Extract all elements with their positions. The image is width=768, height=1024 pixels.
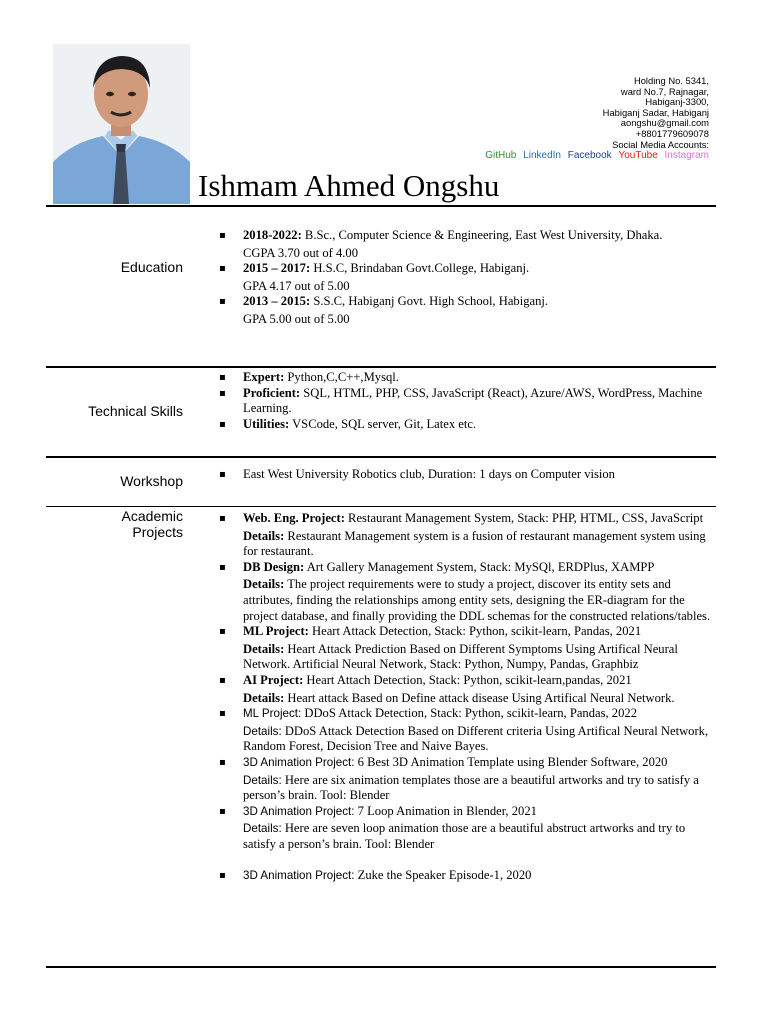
score: GPA 4.17 out of 5.00 — [243, 278, 350, 293]
list-item — [243, 560, 713, 624]
project-details — [243, 691, 713, 707]
instagram-link[interactable]: Instagram — [664, 150, 709, 162]
item-text: Restaurant Management System, Stack: PHP, HTML, CSS, JavaScript — [344, 511, 704, 525]
item-text: B.Sc., Computer Science & Engineering, East West University, Dhaka. — [301, 228, 663, 242]
education-list — [243, 228, 713, 328]
project-key: DB Design: — [243, 559, 305, 574]
email-text[interactable]: aongshu@gmail.com — [620, 117, 709, 129]
item-text: 6 Best 3D Animation Template using Blender Software, 2020 — [354, 754, 668, 769]
period: 2015 – 2017: — [243, 261, 311, 276]
facebook-link[interactable]: Facebook — [567, 150, 612, 162]
project-key: Web. Eng. Project: — [243, 511, 345, 525]
details-text: DDoS Attack Detection Based on Different criteria Using Artifical Neural Network, Random Forest, Decision Tree and Naive Bayes. — [243, 723, 709, 754]
item-text: DDoS Attack Detection, Stack: Python, scikit-learn, Pandas, 2022 — [301, 706, 637, 721]
item-text: S.S.C, Habiganj Govt. High School, Habiganj. — [310, 294, 549, 309]
score: CGPA 3.70 out of 4.00 — [243, 245, 358, 260]
details-text: Restaurant Management system is a fusion of restaurant management system using for restaurant. — [243, 528, 706, 559]
section-divider — [46, 966, 716, 968]
details-text: Heart attack Based on Define attack disease Using Artifical Neural Network. — [284, 690, 675, 705]
social-links — [481, 150, 709, 162]
project-key: ML Project: — [243, 707, 302, 721]
phone-text: +8801779609078 — [635, 127, 709, 139]
project-details — [243, 529, 713, 560]
list-item — [243, 804, 713, 853]
project-key: ML Project: — [243, 624, 309, 639]
list-item — [243, 673, 713, 706]
list-item — [243, 417, 713, 433]
item-text: East West University Robotics club, Duration: 1 days on Computer vision — [243, 467, 615, 481]
section-label-workshop: Workshop — [120, 473, 183, 489]
project-key: 3D Animation Project: — [243, 755, 355, 769]
list-item — [243, 868, 713, 884]
item-text: H.S.C, Brindaban Govt.College, Habiganj. — [310, 261, 530, 276]
linkedin-link[interactable]: LinkedIn — [523, 150, 561, 162]
item-text: 7 Loop Animation in Blender, 2021 — [354, 803, 537, 818]
social-title: Social Media Accounts: — [612, 138, 709, 150]
skill-key: Utilities: — [243, 416, 290, 431]
item-text: VSCode, SQL server, Git, Latex etc. — [289, 416, 477, 431]
details-key: Details: — [243, 773, 282, 787]
list-item — [243, 511, 713, 560]
project-key: 3D Animation Project: — [243, 869, 355, 883]
label-line: Projects — [132, 524, 183, 540]
project-key: AI Project: — [243, 672, 304, 687]
details-key: Details: — [243, 577, 285, 592]
portrait-illustration — [53, 44, 190, 204]
list-item — [243, 467, 713, 483]
period: 2018-2022: — [243, 228, 302, 242]
list-item — [243, 228, 713, 261]
skill-key: Expert: — [243, 370, 285, 384]
list-item — [243, 386, 713, 417]
list-item — [243, 370, 713, 386]
item-text: Heart Attack Detection, Stack: Python, scikit-learn, Pandas, 2021 — [308, 624, 642, 639]
details-text: Heart Attack Prediction Based on Different Symptoms Using Artifical Neural Network. Artificial Neural Network, Stack: Python, Numpy, Pandas, Graphbiz — [243, 641, 678, 672]
contact-block — [481, 76, 709, 162]
project-details — [243, 642, 713, 673]
details-text: Here are seven loop animation those are a beautiful abstruct artworks and try to satisfy a person’s brain. Tool: Blender — [243, 821, 686, 851]
workshop-list — [243, 467, 713, 483]
section-divider — [46, 366, 716, 368]
label-line: Academic — [121, 508, 183, 524]
details-key: Details: — [243, 724, 282, 738]
section-divider — [46, 205, 716, 207]
list-item — [243, 624, 713, 673]
project-details — [243, 577, 713, 624]
project-key: 3D Animation Project: — [243, 804, 355, 818]
skills-list — [243, 370, 713, 432]
details-key: Details: — [243, 690, 285, 705]
section-divider — [46, 456, 716, 458]
project-details — [243, 773, 713, 804]
item-text: Python,C,C++,Mysql. — [284, 370, 399, 384]
details-key: Details: — [243, 641, 285, 656]
section-divider — [46, 506, 716, 507]
address-line: ward No.7, Rajnagar, — [620, 85, 709, 97]
address-line: Holding No. 5341, — [633, 75, 709, 86]
details-key: Details: — [243, 822, 282, 836]
section-label-skills: Technical Skills — [88, 403, 183, 419]
item-text: SQL, HTML, PHP, CSS, JavaScript (React), Azure/AWS, WordPress, Machine Learning. — [243, 385, 703, 416]
candidate-name: Ishmam Ahmed Ongshu — [198, 168, 500, 203]
youtube-link[interactable]: YouTube — [618, 150, 658, 162]
address-line: Habiganj-3300, — [645, 96, 709, 108]
item-text: Zuke the Speaker Episode-1, 2020 — [354, 868, 532, 883]
score: GPA 5.00 out of 5.00 — [243, 311, 350, 326]
details-text: Here are six animation templates those are a beautiful artworks and try to satisfy a person’s brain. Tool: Blender — [243, 772, 699, 803]
details-key: Details: — [243, 528, 285, 543]
list-item — [243, 261, 713, 294]
project-details — [243, 724, 713, 755]
github-link[interactable]: GitHub — [485, 150, 517, 162]
item-text: Heart Attach Detection, Stack: Python, scikit-learn,pandas, 2021 — [303, 672, 632, 687]
profile-photo — [53, 44, 190, 204]
skill-key: Proficient: — [243, 385, 301, 400]
period: 2013 – 2015: — [243, 294, 311, 309]
list-item — [243, 706, 713, 755]
address-line: Habiganj Sadar, Habiganj — [602, 106, 709, 118]
projects-list — [243, 511, 713, 884]
list-item — [243, 294, 713, 327]
section-label-education: Education — [120, 259, 183, 275]
details-text: The project requirements were to study a project, discover its entity sets and attributes, finding the relationships among entity sets, designing the ER-diagram for the project database, and finally providing the DDL schemas for the constructed relations/tables. — [243, 577, 711, 623]
section-label-projects — [46, 508, 183, 540]
list-item — [243, 755, 713, 804]
item-text: Art Gallery Management System, Stack: MySQl, ERDPlus, XAMPP — [304, 559, 655, 574]
project-details — [243, 821, 713, 852]
